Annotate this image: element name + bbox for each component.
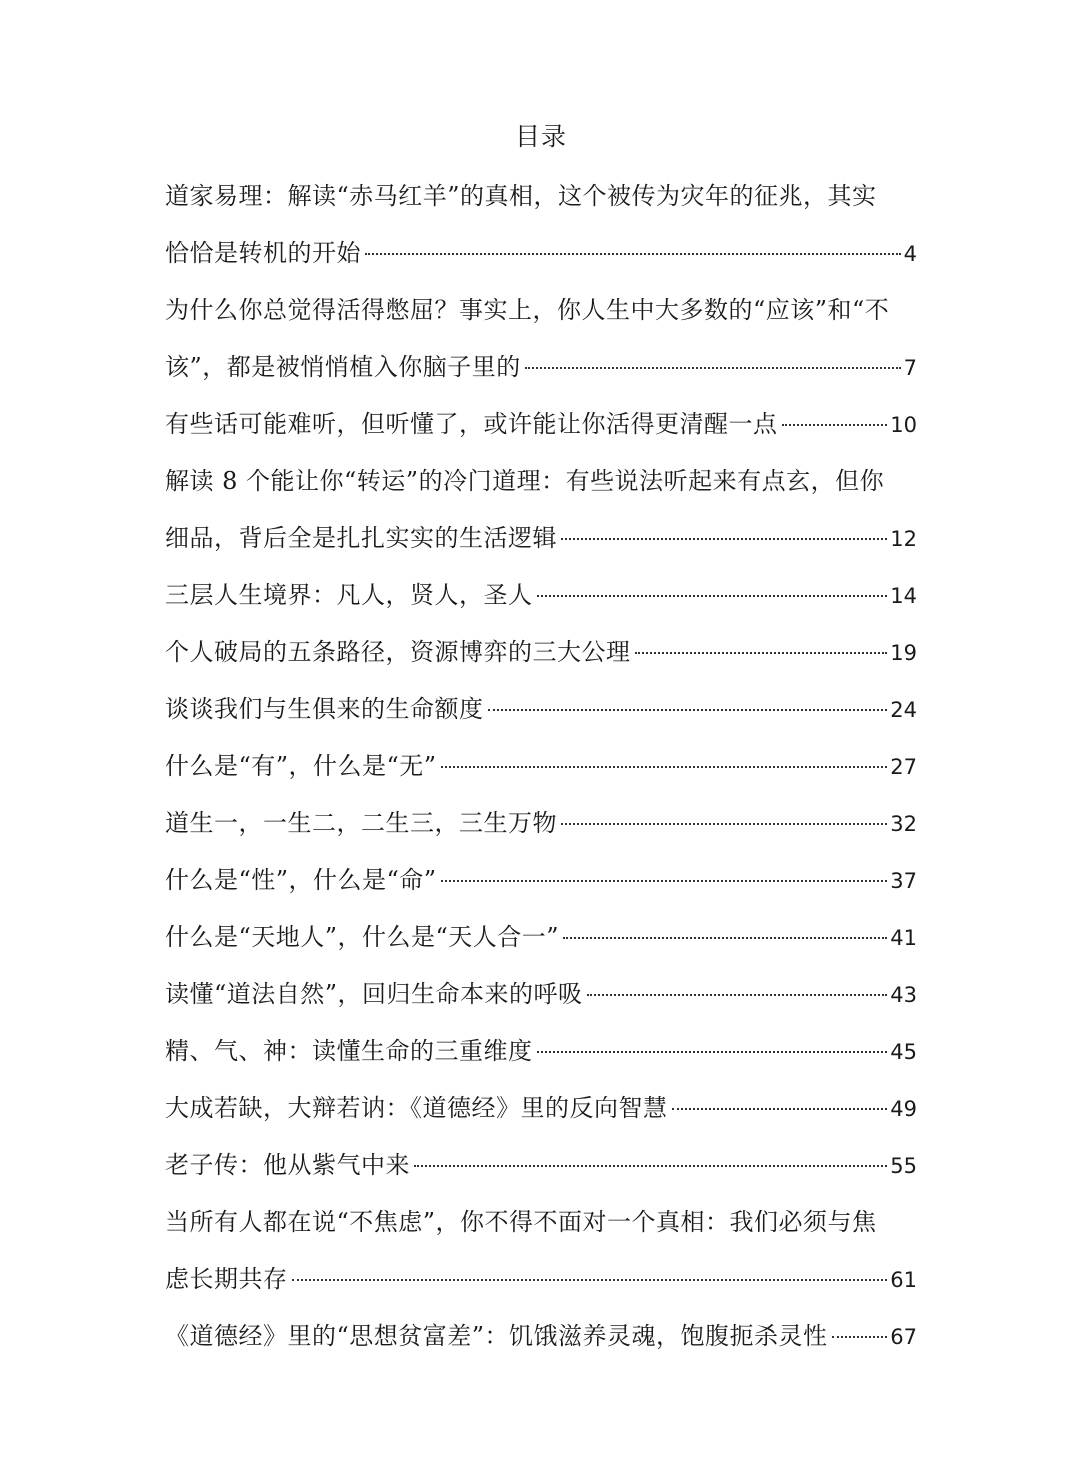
dot-leader [635,644,888,654]
toc-page-number: 32 [890,812,917,836]
toc-entry-text-line: 什么是“性”，什么是“命” [165,866,437,894]
toc-page-number: 27 [890,755,917,779]
toc-entry[interactable] [165,282,917,396]
toc-entry[interactable] [165,624,917,681]
toc-entry-last-line [165,681,917,738]
toc-page-number: 67 [890,1325,917,1349]
toc-entry[interactable] [165,168,917,282]
toc-entry[interactable] [165,681,917,738]
toc-entry-last-line [165,339,917,396]
toc-page-number: 19 [890,641,917,665]
toc-entry-last-line [165,510,917,567]
toc-page-number: 24 [890,698,917,722]
toc-entry-text-line: 该”，都是被悄悄植入你脑子里的 [165,353,521,381]
toc-entry[interactable] [165,738,917,795]
toc-page-number: 4 [903,242,917,266]
toc-entry[interactable] [165,909,917,966]
toc-entry[interactable] [165,396,917,453]
toc-entry-text-line: 有些话可能难听，但听懂了，或许能让你活得更清醒一点 [165,410,778,438]
toc-page-number: 7 [903,356,917,380]
toc-entry[interactable] [165,852,917,909]
dot-leader [563,929,887,939]
toc-page-number: 49 [890,1097,917,1121]
toc-entry-text-line: 大成若缺，大辩若讷：《道德经》里的反向智慧 [165,1094,668,1122]
toc-entry-last-line [165,1251,917,1308]
toc-entry-text-line: 恰恰是转机的开始 [165,239,361,267]
dot-leader [441,872,888,882]
dot-leader [365,245,901,255]
toc-entry-text-line: 精、气、神：读懂生命的三重维度 [165,1037,533,1065]
toc-entry-text-line: 道生一，一生二，二生三，三生万物 [165,809,557,837]
dot-leader [292,1271,888,1281]
dot-leader [672,1100,888,1110]
toc-entry-text-line: 道家易理：解读“赤马红羊”的真相，这个被传为灾年的征兆，其实 [165,182,877,210]
toc-page-number: 43 [890,983,917,1007]
toc-entry[interactable] [165,567,917,624]
toc-entry-last-line [165,966,917,1023]
toc-entry-last-line [165,738,917,795]
toc-entry-last-line [165,1080,917,1137]
toc-entry-last-line [165,909,917,966]
toc-page-number: 41 [890,926,917,950]
toc-list [165,168,917,1365]
toc-page-number: 12 [890,527,917,551]
toc-entry-text-line: 三层人生境界：凡人，贤人，圣人 [165,581,533,609]
dot-leader [537,1043,888,1053]
dot-leader [414,1157,887,1167]
dot-leader [782,416,888,426]
toc-entry[interactable] [165,966,917,1023]
toc-entry[interactable] [165,1080,917,1137]
toc-entry-text-line: 当所有人都在说“不焦虑”，你不得不面对一个真相：我们必须与焦 [165,1208,877,1236]
toc-page-number: 10 [890,413,917,437]
toc-title: 目录 [514,122,567,151]
toc-entry[interactable] [165,453,917,567]
toc-entry-last-line [165,624,917,681]
toc-entry-text-line: 《道德经》里的“思想贫富差”：饥饿滋养灵魂，饱腹扼杀灵性 [165,1322,828,1350]
toc-entry-text-line: 虑长期共存 [165,1265,288,1293]
toc-entry[interactable] [165,1023,917,1080]
toc-entry-text-line: 读懂“道法自然”，回归生命本来的呼吸 [165,980,583,1008]
dot-leader [525,359,901,369]
toc-entry-last-line [165,852,917,909]
dot-leader [537,587,888,597]
toc-entry-text-line: 谈谈我们与生俱来的生命额度 [165,695,484,723]
toc-page-number: 45 [890,1040,917,1064]
dot-leader [488,701,888,711]
toc-entry[interactable] [165,1308,917,1365]
toc-entry-text-line: 细品，背后全是扎扎实实的生活逻辑 [165,524,557,552]
toc-entry-text-line: 老子传：他从紫气中来 [165,1151,410,1179]
toc-entry-text-line: 个人破局的五条路径，资源博弈的三大公理 [165,638,631,666]
toc-entry-last-line [165,1023,917,1080]
toc-entry-last-line [165,1137,917,1194]
toc-entry[interactable] [165,1194,917,1308]
dot-leader [561,815,887,825]
toc-entry-last-line [165,795,917,852]
toc-entry-text-line: 为什么你总觉得活得憋屈？事实上，你人生中大多数的“应该”和“不 [165,296,890,324]
toc-page-number: 14 [890,584,917,608]
dot-leader [832,1328,888,1338]
toc-entry-last-line [165,225,917,282]
toc-entry-text-line: 什么是“天地人”，什么是“天人合一” [165,923,560,951]
toc-entry-last-line [165,1308,917,1365]
dot-leader [441,758,888,768]
toc-entry-text-line: 解读 8 个能让你“转运”的冷门道理：有些说法听起来有点玄，但你 [165,467,885,495]
toc-page-number: 37 [890,869,917,893]
toc-entry-last-line [165,567,917,624]
toc-entry[interactable] [165,1137,917,1194]
toc-page-number: 61 [890,1268,917,1292]
toc-page-number: 55 [890,1154,917,1178]
toc-entry-text-line: 什么是“有”，什么是“无” [165,752,437,780]
toc-entry-last-line [165,396,917,453]
toc-entry[interactable] [165,795,917,852]
dot-leader [587,986,888,996]
dot-leader [561,530,887,540]
toc-page [165,112,917,1365]
